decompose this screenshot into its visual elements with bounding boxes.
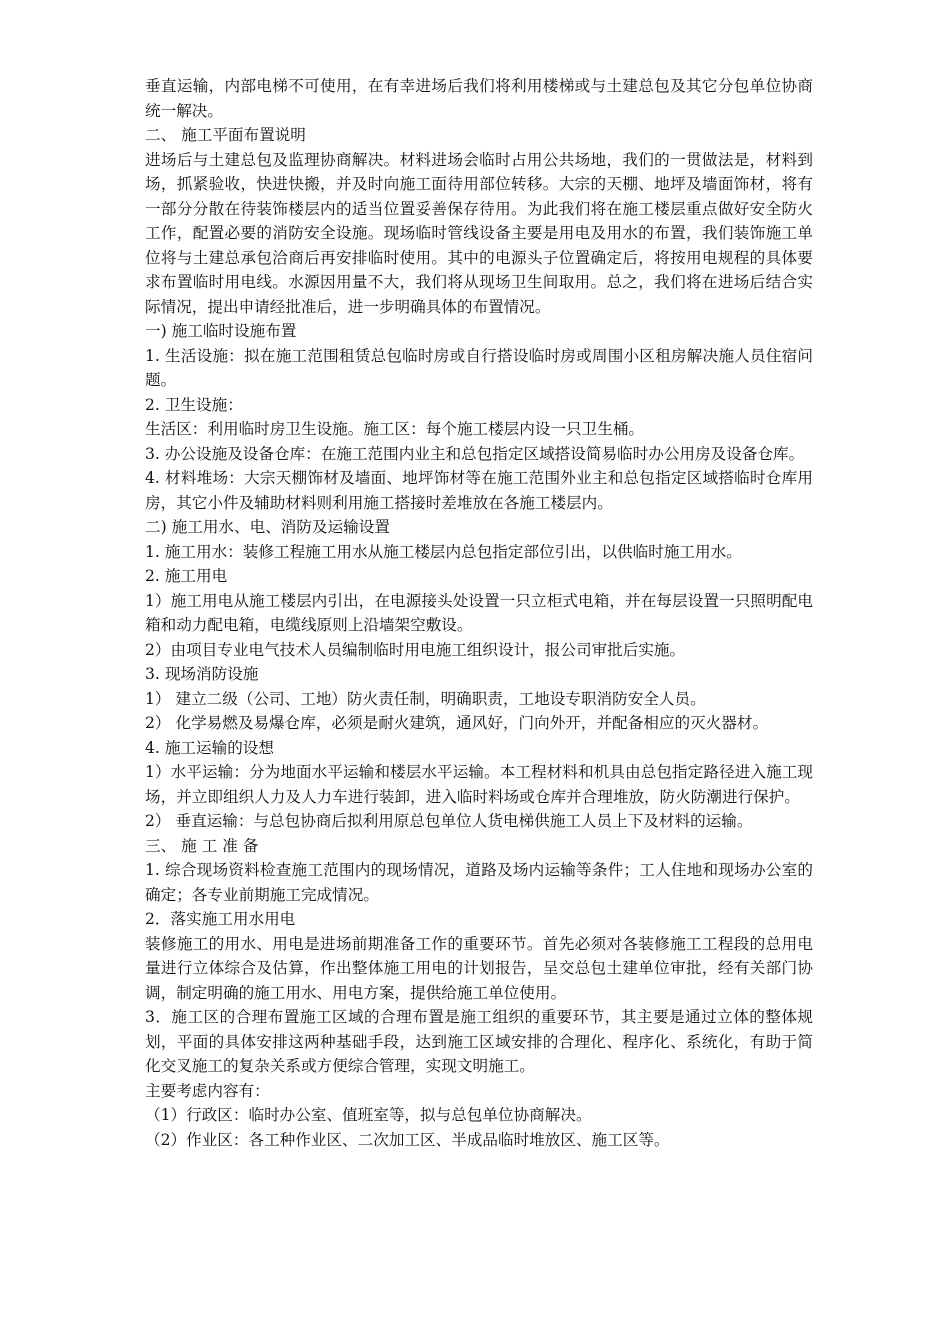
heading-construction-preparation: 三、 施 工 准 备 — [145, 836, 259, 855]
paragraph-living-facilities: 1. 生活设施：拟在施工范围租赁总包临时房或自行搭设临时房或周围小区租房解决施人员住宿问题。 — [145, 346, 813, 389]
paragraph-power-item-1: 1）施工用电从施工楼层内引出，在电源接头处设置一只立柜式电箱，并在每层设置一只照明配电箱和动力配电箱，电缆线原则上沿墙架空敷设。 — [145, 591, 813, 634]
heading-water-power-fire-transport: 二) 施工用水、电、消防及运输设置 — [145, 518, 390, 536]
heading-fire-facilities: 3. 现场消防设施 — [145, 665, 259, 683]
document-body — [145, 74, 813, 1152]
paragraph-office-facilities: 3. 办公设施及设备仓库：在施工范围内业主和总包指定区域搭设简易临时办公用房及设备仓库。 — [145, 444, 805, 463]
paragraph-site-inspection: 1. 综合现场资料检查施工范围内的现场情况，道路及场内运输等条件；工人住地和现场办公室的确定；各专业前期施工完成情况。 — [145, 861, 813, 904]
paragraph-site-layout: 进场后与土建总包及监理协商解决。材料进场会临时占用公共场地，我们的一贯做法是，材料到场，抓紧验收，快进快搬，并及时向施工面待用部位转移。大宗的天棚、地坪及墙面饰材，将有一部分分散在待装饰楼层内的适当位置妥善保存待用。为此我们将在施工楼层重点做好安全防火工作，配置必要的消防安全设施。现场临时管线设备主要是用电及用水的布置，我们装饰施工单位将与土建总承包洽商后再安排临时使用。其中的电源头子位置确定后，将按用电规程的具体要求布置临时用电线。水源因用量不大，我们将从现场卫生间取用。总之，我们将在进场后结合实际情况，提出申请经批准后，进一步明确具体的布置情况。 — [145, 150, 813, 316]
paragraph-horizontal-transport: 1）水平运输：分为地面水平运输和楼层水平运输。本工程材料和机具由总包指定路径进入施工现场，并立即组织人力及人力车进行装卸，进入临时料场或仓库并合理堆放，防火防潮进行保护。 — [145, 763, 813, 806]
paragraph-water-power-implementation: 装修施工的用水、用电是进场前期准备工作的重要环节。首先必须对各装修施工工程段的总用电量进行立体综合及估算，作出整体施工用电的计划报告，呈交总包土建单位审批，经有关部门协调，制定明确的施工用水、用电方案，提供给施工单位使用。 — [145, 934, 813, 1002]
heading-water-power-implementation: 2．落实施工用水用电 — [145, 910, 296, 928]
heading-sanitary-facilities: 2. 卫生设施： — [145, 395, 243, 414]
heading-main-considerations: 主要考虑内容有： — [145, 1081, 270, 1100]
list-item-admin-area: （1）行政区：临时办公室、值班室等，拟与总包单位协商解决。 — [145, 1106, 592, 1124]
list-item-work-area: （2）作业区：各工种作业区、二次加工区、半成品临时堆放区、施工区等。 — [145, 1130, 670, 1149]
paragraph-material-storage: 4. 材料堆场：大宗天棚饰材及墙面、地坪饰材等在施工范围外业主和总包指定区域搭临时仓库用房，其它小件及辅助材料则利用施工搭接时差堆放在各施工楼层内。 — [145, 469, 813, 512]
heading-transport-plan: 4. 施工运输的设想 — [145, 738, 274, 757]
paragraph-power-item-2: 2）由项目专业电气技术人员编制临时用电施工组织设计，报公司审批后实施。 — [145, 640, 686, 659]
paragraph-site-zoning: 3．施工区的合理布置施工区域的合理布置是施工组织的重要环节，其主要是通过立体的整体规划，平面的具体安排这两种基础手段，达到施工区域安排的合理化、程序化、系统化，有助于简化交叉施工的复杂关系或方便综合管理，实现文明施工。 — [145, 1008, 813, 1075]
paragraph-vertical-transport-intro: 垂直运输，内部电梯不可使用，在有幸进场后我们将利用楼梯或与土建总包及其它分包单位协商统一解决。 — [145, 77, 813, 120]
paragraph-fire-item-2: 2） 化学易燃及易爆仓库，必须是耐火建筑，通风好，门向外开，并配备相应的灭火器材。 — [145, 714, 769, 732]
paragraph-construction-water: 1. 施工用水：装修工程施工用水从施工楼层内总包指定部位引出，以供临时施工用水。 — [145, 542, 742, 561]
paragraph-sanitary-facilities: 生活区：利用临时房卫生设施。施工区：每个施工楼层内设一只卫生桶。 — [145, 420, 645, 438]
paragraph-fire-item-1: 1） 建立二级（公司、工地）防火责任制，明确职责，工地设专职消防安全人员。 — [145, 689, 706, 708]
heading-site-layout: 二、 施工平面布置说明 — [145, 126, 306, 144]
heading-construction-power: 2. 施工用电 — [145, 567, 228, 585]
paragraph-vertical-transport: 2） 垂直运输：与总包协商后拟利用原总包单位人货电梯供施工人员上下及材料的运输。 — [145, 812, 753, 830]
heading-temporary-facilities: 一) 施工临时设施布置 — [145, 322, 297, 340]
